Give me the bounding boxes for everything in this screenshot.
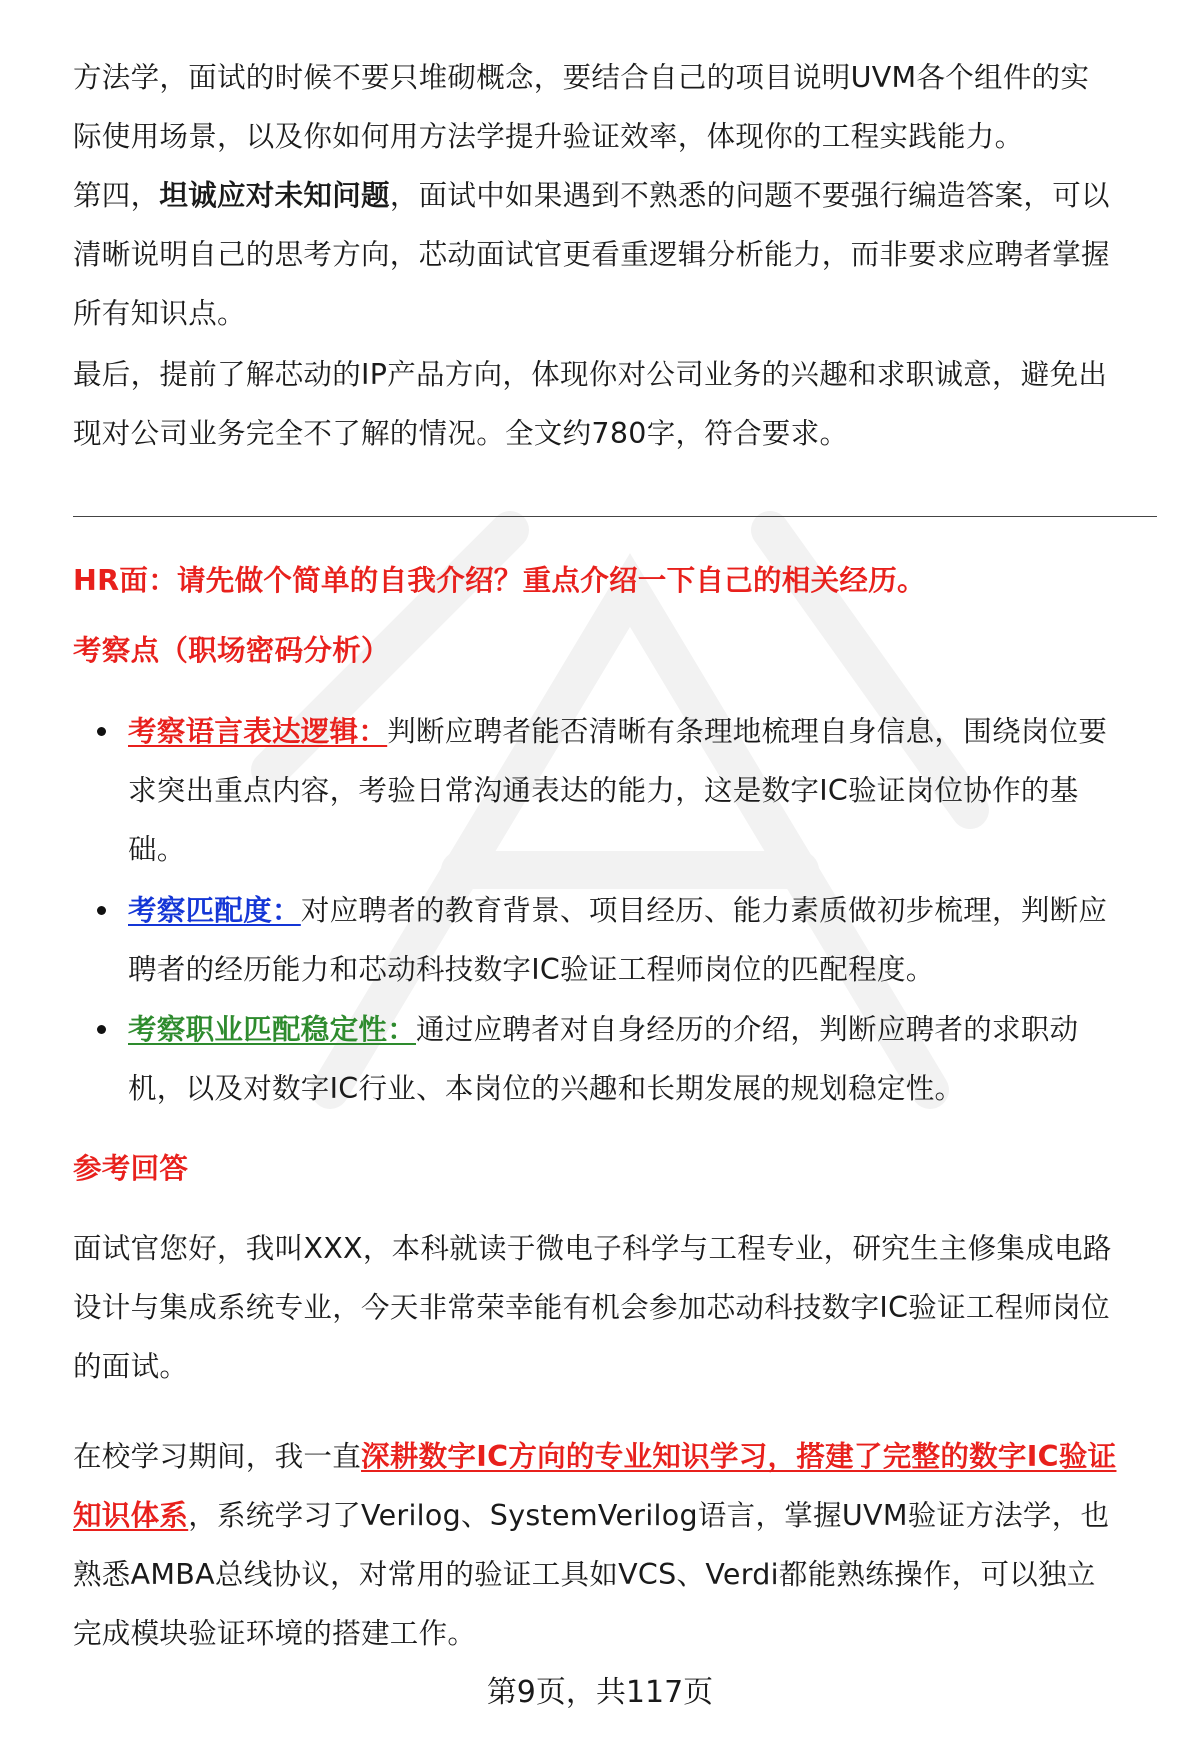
bullet-2-key: 考察匹配度： <box>128 894 301 927</box>
bullet-2-line-1 <box>128 891 1107 931</box>
bullet-3-text: 通过应聘者对自身经历的介绍，判断应聘者的求职动 <box>416 1013 1079 1046</box>
bullet-2-line-2: 聘者的经历能力和芯动科技数字IC验证工程师岗位的匹配程度。 <box>128 953 935 986</box>
answer-p1-line-2: 设计与集成系统专业，今天非常荣幸能有机会参加芯动科技数字IC验证工程师岗位 <box>73 1291 1110 1324</box>
bullet-1-key: 考察语言表达逻辑： <box>128 715 388 748</box>
answer-p2-line-3: 熟悉AMBA总线协议，对常用的验证工具如VCS、Verdi都能熟练操作，可以独立 <box>73 1558 1096 1591</box>
answer-p2-line-1 <box>73 1437 1116 1477</box>
answer-heading: 参考回答 <box>73 1152 189 1185</box>
intro-line-3-bold: 坦诚应对未知问题 <box>159 179 390 212</box>
bullet-1-text: 判断应聘者能否清晰有条理地梳理自身信息，围绕岗位要 <box>387 715 1108 748</box>
bullet-3-line-2: 机，以及对数字IC行业、本岗位的兴趣和长期发展的规划稳定性。 <box>128 1072 964 1105</box>
bullet-1-line-3: 础。 <box>128 833 186 866</box>
intro-line-3 <box>73 176 1110 216</box>
intro-line-6: 最后，提前了解芯动的IP产品方向，体现你对公司业务的兴趣和求职诚意，避免出 <box>73 358 1108 391</box>
answer-p1-line-3: 的面试。 <box>73 1350 189 1383</box>
intro-line-7: 现对公司业务完全不了解的情况。全文约780字，符合要求。 <box>73 417 849 450</box>
exam-points-heading: 考察点（职场密码分析） <box>73 634 390 667</box>
answer-p2-line-1-pre: 在校学习期间，我一直 <box>73 1440 362 1473</box>
answer-p2-line-2-post: ，系统学习了Verilog、SystemVerilog语言，掌握UVM验证方法学，也 <box>188 1499 1110 1532</box>
bullet-1-line-2: 求突出重点内容，考验日常沟通表达的能力，这是数字IC验证岗位协作的基 <box>128 774 1079 807</box>
bullet-dot <box>97 906 106 915</box>
answer-p2-line-4: 完成模块验证环境的搭建工作。 <box>73 1617 477 1650</box>
answer-p2-highlight-1: 深耕数字IC方向的专业知识学习，搭建了完整的数字IC验证 <box>361 1440 1117 1473</box>
answer-p2-line-2 <box>73 1496 1109 1536</box>
intro-line-5: 所有知识点。 <box>73 297 246 330</box>
bullet-dot <box>97 727 106 736</box>
bullet-3-key: 考察职业匹配稳定性： <box>128 1013 417 1046</box>
intro-line-3-pre: 第四， <box>73 179 160 212</box>
answer-p2-highlight-2: 知识体系 <box>73 1499 189 1532</box>
section-divider <box>73 516 1157 517</box>
intro-line-2: 际使用场景，以及你如何用方法学提升验证效率，体现你的工程实践能力。 <box>73 120 1024 153</box>
intro-line-3-post: ，面试中如果遇到不熟悉的问题不要强行编造答案，可以 <box>389 179 1110 212</box>
intro-line-4: 清晰说明自己的思考方向，芯动面试官更看重逻辑分析能力，而非要求应聘者掌握 <box>73 238 1110 271</box>
intro-line-1: 方法学，面试的时候不要只堆砌概念，要结合自己的项目说明UVM各个组件的实 <box>73 61 1090 94</box>
bullet-1-line-1 <box>128 712 1107 752</box>
bullet-dot <box>97 1025 106 1034</box>
bullet-3-line-1 <box>128 1010 1078 1050</box>
page-number: 第9页，共117页 <box>486 1675 714 1710</box>
question-heading: HR面：请先做个简单的自我介绍？重点介绍一下自己的相关经历。 <box>73 564 926 597</box>
bullet-2-text: 对应聘者的教育背景、项目经历、能力素质做初步梳理，判断应 <box>300 894 1108 927</box>
answer-p1-line-1: 面试官您好，我叫XXX，本科就读于微电子科学与工程专业，研究生主修集成电路 <box>73 1232 1112 1265</box>
